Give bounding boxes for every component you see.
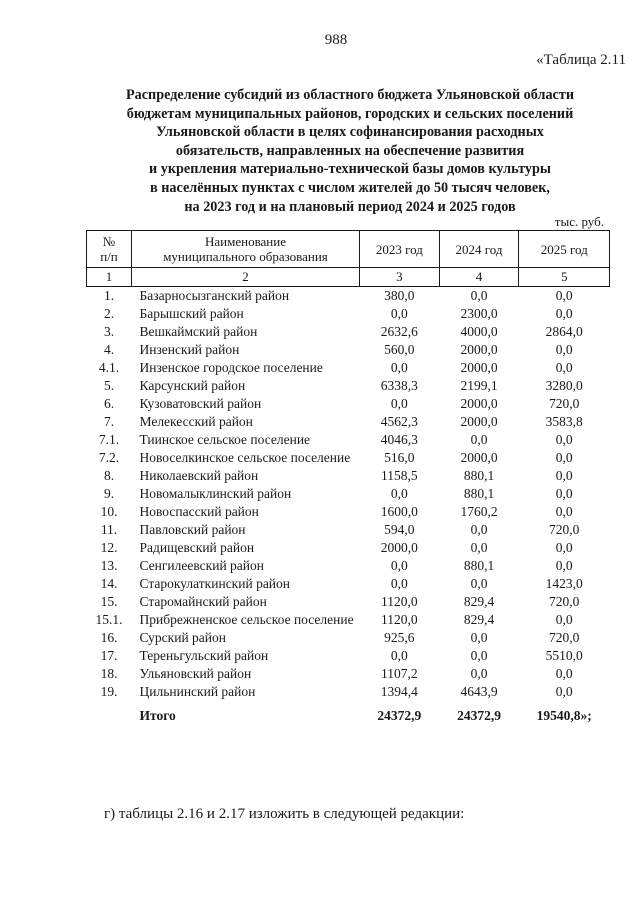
header-num-line1: №	[102, 234, 116, 249]
header-2024: 2024 год	[439, 231, 519, 268]
title-line: Ульяновской области в целях софинансирования расходных	[156, 124, 544, 141]
row-2025: 3280,0	[545, 378, 583, 393]
header-name-line2: муниципального образования	[163, 249, 328, 264]
row-2025: 0,0	[555, 666, 573, 681]
row-2024: 0,0	[470, 648, 488, 663]
row-num: 7.1.	[98, 432, 120, 447]
table-body	[87, 287, 610, 702]
row-2025: 3583,8	[545, 414, 583, 429]
total-2025: 19540,8»;	[536, 708, 592, 723]
title-line: обязательств, направленных на обеспечение развития	[175, 142, 525, 159]
row-num: 14.	[100, 576, 118, 591]
row-name: Кузоватовский район	[139, 396, 262, 411]
row-2025: 720,0	[549, 522, 580, 537]
table-row	[87, 323, 610, 341]
row-num: 9.	[103, 486, 115, 501]
row-2024: 1760,2	[460, 504, 498, 519]
title-line: на 2023 год и на плановый период 2024 и 2025 годов	[184, 198, 516, 215]
title-line: в населённых пунктах с числом жителей до 50 тысяч человек,	[150, 179, 550, 196]
row-num: 4.1.	[98, 360, 120, 375]
row-2024: 4000,0	[460, 324, 498, 339]
row-2023: 925,6	[384, 630, 415, 645]
row-num: 2.	[103, 306, 115, 321]
row-num: 15.1.	[95, 612, 123, 627]
row-2024: 829,4	[463, 612, 495, 627]
title-line: бюджетам муниципальных районов, городских и сельских поселений	[126, 105, 574, 122]
row-2024: 0,0	[470, 540, 488, 555]
row-name: Цильнинский район	[139, 684, 256, 699]
row-name: Николаевский район	[139, 468, 259, 483]
row-2025: 0,0	[555, 342, 573, 357]
row-num: 10.	[100, 504, 118, 519]
row-name: Новоспасский район	[139, 504, 259, 519]
column-number: 5	[519, 268, 610, 287]
row-num: 5.	[103, 378, 115, 393]
row-name: Карсунский район	[139, 378, 246, 393]
total-label: Итого	[139, 708, 176, 723]
row-2024: 880,1	[463, 468, 495, 483]
row-num: 19.	[100, 684, 118, 699]
row-num: 13.	[100, 558, 118, 573]
row-2023: 2632,6	[380, 324, 418, 339]
row-2025: 0,0	[555, 558, 573, 573]
table-row	[87, 521, 610, 539]
row-2024: 880,1	[463, 486, 495, 501]
row-2023: 1120,0	[381, 612, 418, 627]
total-2024: 24372,9	[457, 708, 501, 723]
table-row	[87, 485, 610, 503]
table-row	[87, 287, 610, 306]
row-name: Ульяновский район	[139, 666, 252, 681]
row-name: Инзенское городское поселение	[139, 360, 323, 375]
row-2025: 0,0	[555, 360, 573, 375]
table-row	[87, 647, 610, 665]
table-row	[87, 593, 610, 611]
row-2024: 829,4	[463, 594, 495, 609]
row-num: 8.	[103, 468, 115, 483]
row-name: Сурский район	[139, 630, 226, 645]
subsidies-table	[86, 230, 610, 725]
total-row	[87, 701, 610, 725]
table-row	[87, 611, 610, 629]
units-label: тыс. руб.	[554, 214, 604, 229]
table-row	[87, 431, 610, 449]
row-2023: 1394,4	[380, 684, 418, 699]
table-row	[87, 359, 610, 377]
column-number: 1	[87, 268, 132, 287]
row-2025: 0,0	[555, 504, 573, 519]
table-row	[87, 665, 610, 683]
row-2025: 2864,0	[545, 324, 583, 339]
header-name	[132, 231, 360, 268]
row-name: Сенгилеевский район	[139, 558, 264, 573]
row-2024: 2300,0	[460, 306, 498, 321]
row-2023: 0,0	[390, 306, 408, 321]
row-2025: 0,0	[555, 306, 573, 321]
row-2024: 0,0	[470, 630, 488, 645]
row-2025: 0,0	[555, 612, 573, 627]
row-2023: 0,0	[390, 576, 408, 591]
column-number: 3	[360, 268, 440, 287]
title-line: и укрепления материально-технической базы домов культуры	[149, 161, 551, 178]
row-num: 3.	[103, 324, 115, 339]
title-line: Распределение субсидий из областного бюджета Ульяновской области	[126, 87, 574, 103]
row-name: Новомалыклинский район	[139, 486, 292, 501]
row-2025: 1423,0	[545, 576, 583, 591]
row-num: 16.	[100, 630, 118, 645]
column-number: 4	[439, 268, 519, 287]
row-num: 6.	[103, 396, 115, 411]
row-2024: 2000,0	[460, 414, 498, 429]
row-2024: 2000,0	[460, 360, 498, 375]
row-num: 15.	[100, 594, 118, 609]
row-2025: 0,0	[555, 468, 573, 483]
row-2023: 380,0	[384, 288, 415, 303]
table-total	[87, 701, 610, 725]
table-row	[87, 377, 610, 395]
document-title	[80, 86, 620, 216]
row-2023: 1107,2	[381, 666, 418, 681]
total-num	[87, 701, 132, 725]
row-2023: 594,0	[384, 522, 415, 537]
total-2023: 24372,9	[377, 708, 422, 723]
row-2025: 0,0	[555, 684, 573, 699]
header-num-line2: п/п	[100, 249, 118, 264]
table-reference: «Таблица 2.11	[536, 52, 626, 68]
row-2023: 1600,0	[380, 504, 418, 519]
row-num: 12.	[100, 540, 118, 555]
row-2023: 560,0	[384, 342, 415, 357]
table-row	[87, 503, 610, 521]
row-2023: 0,0	[390, 648, 408, 663]
row-2023: 6338,3	[380, 378, 418, 393]
row-num: 4.	[103, 342, 115, 357]
row-2023: 1158,5	[381, 468, 418, 483]
row-2024: 0,0	[470, 666, 488, 681]
row-name: Павловский район	[139, 522, 246, 537]
table-row	[87, 413, 610, 431]
header-2025: 2025 год	[519, 231, 610, 268]
page-number: 988	[324, 32, 348, 48]
row-2025: 0,0	[555, 432, 573, 447]
row-2023: 2000,0	[380, 540, 418, 555]
table-row	[87, 305, 610, 323]
row-2023: 0,0	[390, 360, 408, 375]
row-name: Старокулаткинский район	[139, 576, 291, 591]
row-2024: 2000,0	[460, 396, 498, 411]
row-2024: 4643,9	[460, 684, 498, 699]
table-row	[87, 395, 610, 413]
row-2025: 0,0	[555, 450, 573, 465]
row-name: Тиинское сельское поселение	[139, 432, 311, 447]
row-name: Радищевский район	[139, 540, 255, 555]
row-num: 1.	[103, 288, 115, 303]
row-2024: 0,0	[470, 576, 488, 591]
row-2024: 0,0	[470, 432, 488, 447]
table-header	[87, 231, 610, 287]
header-2023: 2023 год	[360, 231, 440, 268]
row-num: 17.	[100, 648, 118, 663]
row-name: Тереньгульский район	[139, 648, 269, 663]
table-row	[87, 629, 610, 647]
row-name: Новоселкинское сельское поселение	[139, 450, 351, 465]
row-name: Старомайнский район	[139, 594, 267, 609]
row-name: Прибрежненское сельское поселение	[139, 612, 354, 627]
row-2024: 0,0	[470, 288, 488, 303]
column-number: 2	[132, 268, 360, 287]
footer-note: г) таблицы 2.16 и 2.17 изложить в следующей редакции:	[104, 806, 465, 822]
table-row	[87, 341, 610, 359]
row-name: Инзенский район	[139, 342, 240, 357]
row-2025: 720,0	[549, 396, 580, 411]
row-name: Вешкаймский район	[139, 324, 258, 339]
column-number-row	[87, 268, 610, 287]
table-row	[87, 557, 610, 575]
row-num: 7.2.	[98, 450, 120, 465]
header-row	[87, 231, 610, 268]
row-2025: 720,0	[549, 630, 580, 645]
row-2024: 2199,1	[460, 378, 498, 393]
row-2025: 0,0	[555, 486, 573, 501]
row-2024: 2000,0	[460, 342, 498, 357]
row-2023: 0,0	[390, 486, 408, 501]
row-2025: 720,0	[549, 594, 580, 609]
row-2023: 516,0	[384, 450, 415, 465]
table-row	[87, 467, 610, 485]
table-row	[87, 683, 610, 701]
row-2023: 4562,3	[380, 414, 418, 429]
row-num: 11.	[100, 522, 118, 537]
row-num: 7.	[103, 414, 115, 429]
row-2024: 0,0	[470, 522, 488, 537]
table-row	[87, 539, 610, 557]
row-2025: 0,0	[555, 288, 573, 303]
row-2024: 880,1	[463, 558, 495, 573]
row-2025: 5510,0	[545, 648, 583, 663]
row-2023: 0,0	[390, 396, 408, 411]
row-name: Базарносызганский район	[139, 288, 290, 303]
table-row	[87, 575, 610, 593]
row-num: 18.	[100, 666, 118, 681]
row-name: Барышский район	[139, 306, 244, 321]
row-name: Мелекесский район	[139, 414, 253, 429]
row-2025: 0,0	[555, 540, 573, 555]
row-2024: 2000,0	[460, 450, 498, 465]
row-2023: 1120,0	[381, 594, 418, 609]
header-num	[87, 231, 132, 268]
header-name-line1: Наименование	[205, 234, 286, 249]
row-2023: 4046,3	[380, 432, 418, 447]
table-row	[87, 449, 610, 467]
row-2023: 0,0	[390, 558, 408, 573]
